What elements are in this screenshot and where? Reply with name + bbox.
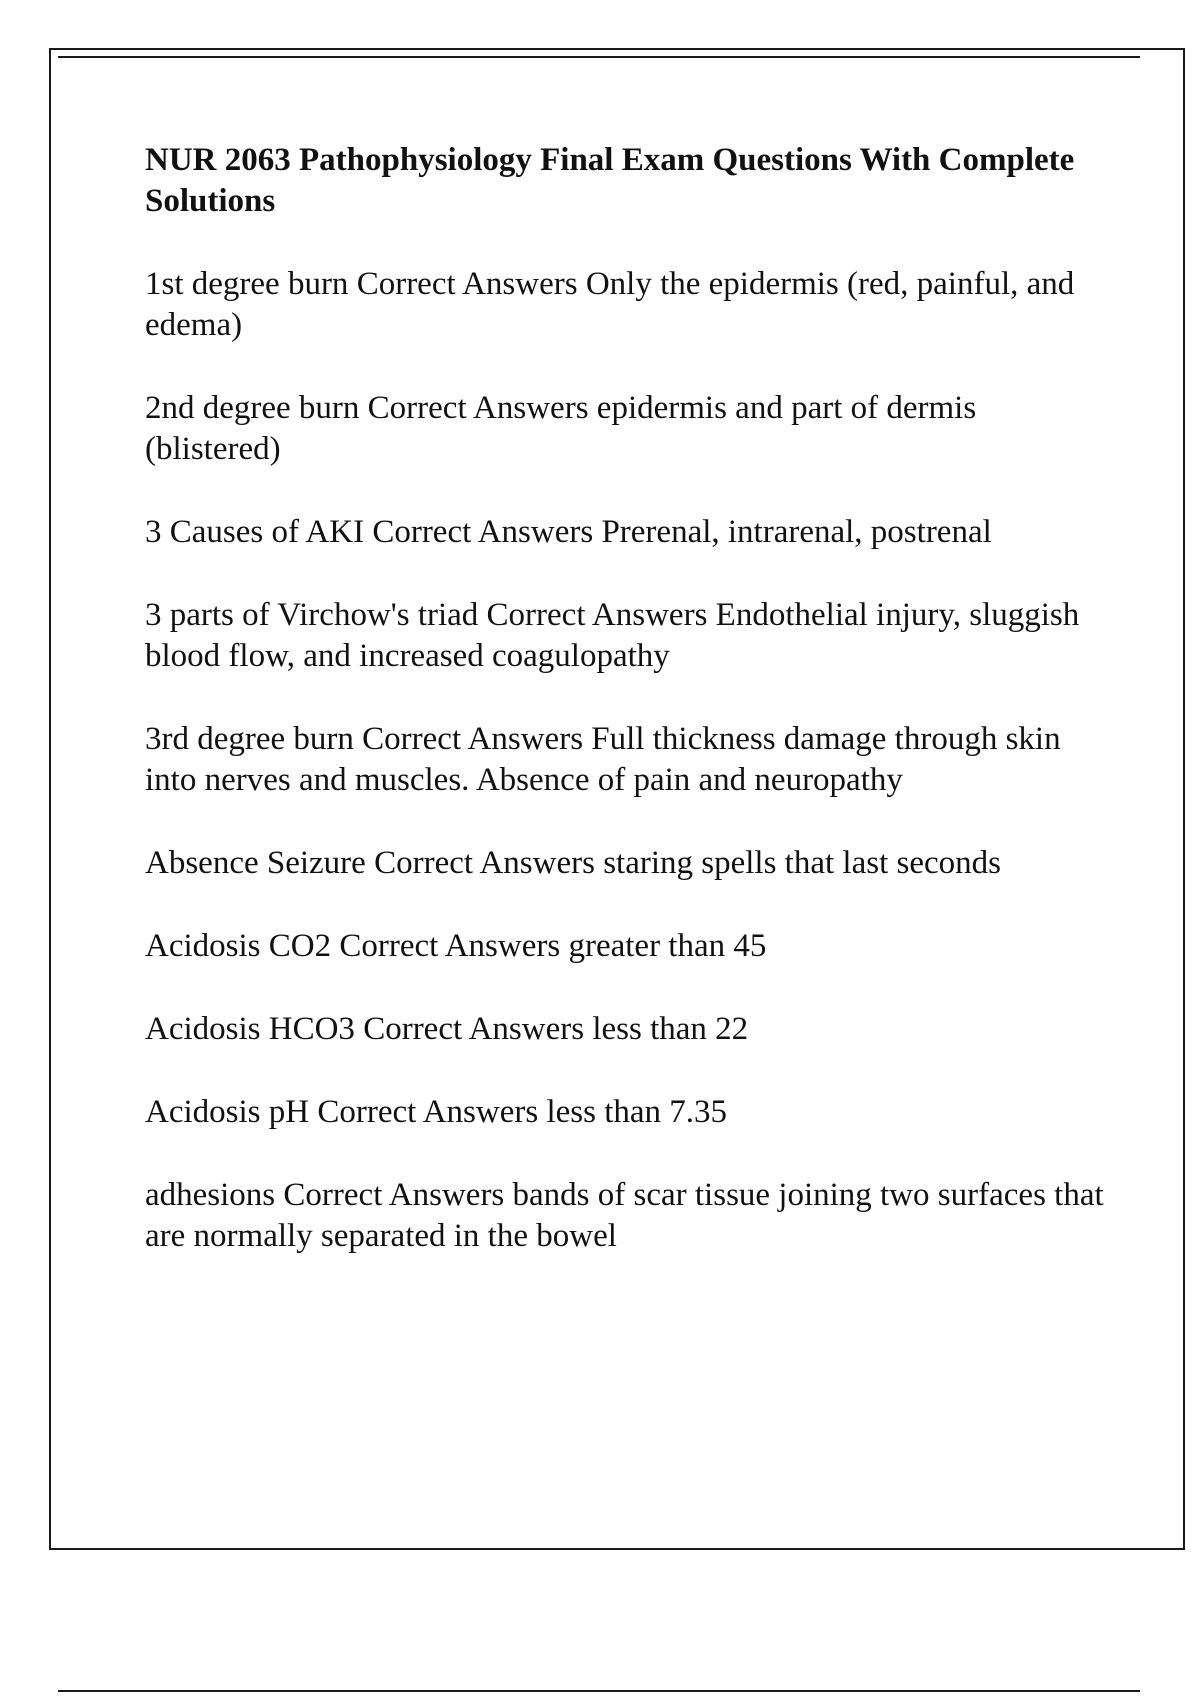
- entry-answer: staring spells that last seconds: [603, 845, 1001, 881]
- entry-answer: Endothelial injury, sluggish blood flow, and increased coagulopathy: [145, 597, 1088, 674]
- entry-separator: Correct Answers: [362, 721, 584, 757]
- entry-separator: Correct Answers: [372, 514, 594, 550]
- entry-answer: epidermis and part of dermis (blistered): [145, 390, 985, 467]
- entry-answer: Only the epidermis (red, painful, and edema): [145, 266, 1083, 343]
- entry-separator: Correct Answers: [339, 928, 561, 964]
- qa-entry: [145, 1175, 1112, 1257]
- entry-term: Acidosis CO2: [145, 928, 332, 964]
- entry-separator: Correct Answers: [374, 845, 595, 881]
- qa-entry: [145, 388, 1105, 470]
- entry-term: 3 parts of Virchow's triad: [145, 597, 479, 633]
- entry-answer: less than 7.35: [546, 1094, 728, 1130]
- qa-entry: [145, 843, 1105, 884]
- entry-separator: Correct Answers: [283, 1177, 505, 1213]
- entry-separator: Correct Answers: [356, 266, 578, 302]
- entry-term: Absence Seizure: [145, 845, 366, 881]
- bottom-rule: [58, 1690, 1140, 1692]
- entry-answer: greater than 45: [568, 928, 767, 964]
- qa-entry: [145, 926, 1105, 967]
- entry-term: 1st degree burn: [145, 266, 349, 302]
- qa-entry: [145, 595, 1105, 677]
- qa-entry: [145, 1009, 1105, 1050]
- entry-term: Acidosis pH: [145, 1094, 310, 1130]
- entry-term: adhesions: [145, 1177, 276, 1213]
- qa-entry: [145, 719, 1105, 801]
- entry-answer: bands of scar tissue joining two surfaces that are normally separated in the bowel: [145, 1177, 1112, 1254]
- qa-entry: [145, 512, 1105, 553]
- qa-entry: [145, 264, 1105, 346]
- entry-term: Acidosis HCO3: [145, 1011, 355, 1047]
- entry-answer: Full thickness damage through skin into nerves and muscles. Absence of pain and neuropathy: [145, 721, 1069, 798]
- entry-term: 2nd degree burn: [145, 390, 360, 426]
- document-body: [145, 140, 1112, 1299]
- entry-separator: Correct Answers: [317, 1094, 539, 1130]
- entry-term: 3rd degree burn: [145, 721, 354, 757]
- document-title: NUR 2063 Pathophysiology Final Exam Questions With Complete Solutions: [145, 142, 1075, 219]
- entry-term: 3 Causes of AKI: [145, 514, 365, 550]
- entry-separator: Correct Answers: [367, 390, 589, 426]
- entry-separator: Correct Answers: [486, 597, 708, 633]
- qa-entry: [145, 1092, 1105, 1133]
- entry-answer: Prerenal, intrarenal, postrenal: [601, 514, 992, 550]
- entry-separator: Correct Answers: [363, 1011, 585, 1047]
- entry-answer: less than 22: [592, 1011, 749, 1047]
